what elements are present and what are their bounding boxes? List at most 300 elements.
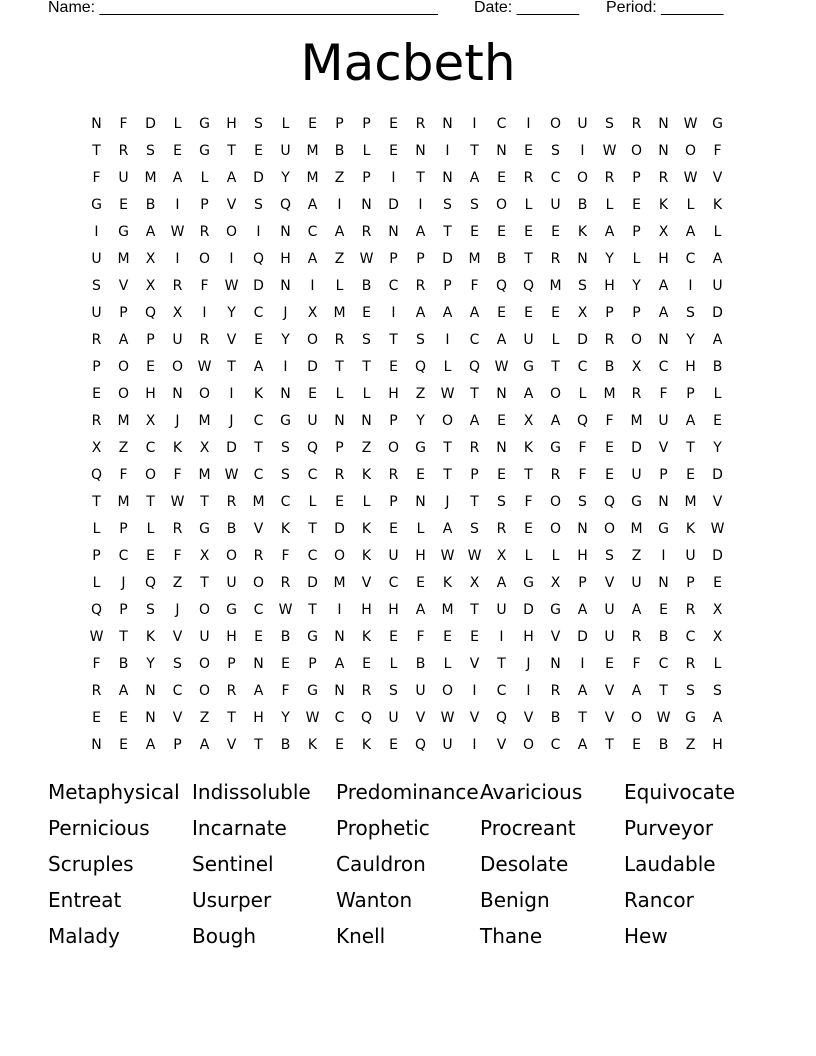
grid-letter: E xyxy=(281,656,290,672)
grid-letter: D xyxy=(577,629,588,645)
grid-letter: Z xyxy=(631,548,642,564)
grid-letter: U xyxy=(199,629,210,645)
grid-letter: M xyxy=(117,251,130,267)
grid-letter: W xyxy=(170,224,185,240)
grid-letter: I xyxy=(661,548,666,564)
grid-letter: A xyxy=(631,683,642,699)
grid-letter: E xyxy=(389,629,398,645)
grid-letter: P xyxy=(389,251,398,267)
grid-letter: R xyxy=(496,521,507,537)
grid-letter: S xyxy=(281,440,290,456)
grid-letter: O xyxy=(549,386,562,402)
grid-letter: E xyxy=(389,737,398,753)
grid-letter: I xyxy=(499,629,504,645)
grid-letter: C xyxy=(685,251,696,267)
grid-letter: N xyxy=(496,143,507,159)
grid-letter: S xyxy=(470,197,479,213)
grid-letter: W xyxy=(89,629,104,645)
grid-row xyxy=(83,600,731,627)
grid-letter: R xyxy=(685,656,696,672)
grid-letter: N xyxy=(145,683,156,699)
grid-letter: M xyxy=(117,494,130,510)
word-list-row xyxy=(48,886,788,922)
grid-letter: S xyxy=(281,467,290,483)
grid-letter: H xyxy=(577,548,588,564)
grid-letter: N xyxy=(577,251,588,267)
grid-letter: P xyxy=(632,170,641,186)
grid-letter: U xyxy=(604,602,615,618)
grid-letter: P xyxy=(200,197,209,213)
grid-letter: F xyxy=(200,278,209,294)
grid-letter: G xyxy=(280,413,291,429)
grid-letter: T xyxy=(146,494,155,510)
grid-letter: Q xyxy=(468,359,481,375)
grid-letter: P xyxy=(362,170,371,186)
grid-letter: Y xyxy=(281,710,290,726)
grid-letter: T xyxy=(497,656,506,672)
grid-letter: Z xyxy=(685,737,696,753)
grid-letter: A xyxy=(604,224,615,240)
grid-letter: I xyxy=(391,170,396,186)
grid-letter: F xyxy=(92,170,101,186)
grid-letter: U xyxy=(388,548,399,564)
grid-letter: R xyxy=(334,332,345,348)
grid-letter: E xyxy=(254,629,263,645)
grid-letter: B xyxy=(334,143,345,159)
grid-letter: B xyxy=(712,359,723,375)
grid-letter: F xyxy=(281,548,290,564)
grid-letter: H xyxy=(145,386,156,402)
grid-letter: D xyxy=(442,251,453,267)
grid-letter: W xyxy=(494,359,509,375)
grid-letter: U xyxy=(712,278,723,294)
grid-letter: L xyxy=(146,521,155,537)
grid-letter: K xyxy=(712,197,723,213)
word-list-item: Bough xyxy=(192,924,257,948)
grid-row xyxy=(83,303,731,330)
grid-letter: K xyxy=(658,197,669,213)
grid-letter: O xyxy=(630,332,643,348)
grid-row xyxy=(83,330,731,357)
grid-letter: E xyxy=(362,656,371,672)
grid-letter: N xyxy=(388,224,399,240)
grid-letter: G xyxy=(91,197,102,213)
grid-letter: N xyxy=(496,386,507,402)
grid-letter: F xyxy=(524,494,533,510)
grid-letter: R xyxy=(631,629,642,645)
grid-letter: U xyxy=(496,602,507,618)
grid-letter: Q xyxy=(495,710,508,726)
grid-letter: N xyxy=(91,116,102,132)
grid-letter: A xyxy=(469,170,480,186)
grid-letter: N xyxy=(415,494,426,510)
grid-letter: X xyxy=(631,359,642,375)
grid-letter: M xyxy=(306,143,319,159)
grid-letter: F xyxy=(281,683,290,699)
grid-letter: F xyxy=(416,629,425,645)
grid-letter: X xyxy=(91,440,102,456)
grid-letter: Z xyxy=(334,251,345,267)
grid-letter: Q xyxy=(360,710,373,726)
grid-letter: B xyxy=(658,737,669,753)
grid-letter: O xyxy=(252,575,265,591)
grid-letter: H xyxy=(226,116,237,132)
grid-letter: O xyxy=(117,359,130,375)
grid-row xyxy=(83,384,731,411)
grid-letter: F xyxy=(119,116,128,132)
grid-letter: T xyxy=(470,494,479,510)
word-list-item: Indissoluble xyxy=(192,780,311,804)
grid-letter: G xyxy=(199,143,210,159)
grid-letter: W xyxy=(440,386,455,402)
grid-letter: A xyxy=(631,602,642,618)
grid-letter: H xyxy=(712,737,723,753)
grid-letter: O xyxy=(630,710,643,726)
grid-letter: Q xyxy=(144,575,157,591)
grid-letter: S xyxy=(686,305,695,321)
grid-letter: T xyxy=(470,386,479,402)
grid-letter: I xyxy=(580,143,585,159)
grid-letter: S xyxy=(443,197,452,213)
grid-letter: C xyxy=(172,683,183,699)
grid-letter: E xyxy=(497,467,506,483)
grid-letter: G xyxy=(199,116,210,132)
grid-letter: E xyxy=(119,710,128,726)
grid-letter: G xyxy=(307,683,318,699)
grid-letter: N xyxy=(442,116,453,132)
grid-letter: O xyxy=(306,332,319,348)
grid-letter: R xyxy=(523,170,534,186)
grid-row xyxy=(83,222,731,249)
grid-letter: U xyxy=(550,197,561,213)
grid-letter: Q xyxy=(414,359,427,375)
grid-letter: V xyxy=(469,710,480,726)
grid-letter: I xyxy=(472,116,477,132)
grid-letter: S xyxy=(254,197,263,213)
grid-letter: U xyxy=(118,170,129,186)
grid-letter: I xyxy=(337,602,342,618)
grid-letter: E xyxy=(524,143,533,159)
grid-letter: K xyxy=(172,440,183,456)
grid-letter: D xyxy=(307,575,318,591)
grid-letter: Z xyxy=(199,710,210,726)
grid-letter: U xyxy=(685,548,696,564)
grid-letter: S xyxy=(389,683,398,699)
grid-row xyxy=(83,114,731,141)
grid-letter: L xyxy=(335,278,344,294)
word-list-item: Rancor xyxy=(624,888,694,912)
grid-letter: T xyxy=(308,602,317,618)
grid-letter: C xyxy=(118,548,129,564)
grid-letter: I xyxy=(418,197,423,213)
grid-letter: S xyxy=(686,683,695,699)
word-list-item: Metaphysical xyxy=(48,780,180,804)
grid-letter: A xyxy=(496,332,507,348)
grid-letter: A xyxy=(469,413,480,429)
grid-letter: F xyxy=(173,467,182,483)
grid-letter: T xyxy=(389,332,398,348)
grid-letter: K xyxy=(523,440,534,456)
grid-letter: R xyxy=(631,386,642,402)
grid-letter: F xyxy=(713,143,722,159)
grid-letter: H xyxy=(604,278,615,294)
grid-letter: S xyxy=(362,332,371,348)
grid-letter: Y xyxy=(146,656,155,672)
grid-letter: D xyxy=(253,278,264,294)
name-field: Name: ______________________________________ xyxy=(48,0,438,16)
grid-letter: S xyxy=(605,116,614,132)
grid-letter: E xyxy=(497,305,506,321)
grid-letter: N xyxy=(658,116,669,132)
period-field: Period: _______ xyxy=(606,0,724,16)
grid-letter: X xyxy=(307,305,318,321)
grid-letter: E xyxy=(605,656,614,672)
grid-letter: R xyxy=(226,683,237,699)
grid-letter: N xyxy=(658,575,669,591)
grid-letter: O xyxy=(549,116,562,132)
grid-letter: V xyxy=(496,737,507,753)
grid-letter: K xyxy=(361,467,372,483)
grid-letter: U xyxy=(415,683,426,699)
grid-letter: I xyxy=(472,683,477,699)
grid-letter: G xyxy=(307,629,318,645)
grid-letter: D xyxy=(145,116,156,132)
grid-letter: D xyxy=(253,170,264,186)
grid-letter: O xyxy=(603,521,616,537)
grid-letter: I xyxy=(391,305,396,321)
grid-letter: P xyxy=(686,575,695,591)
grid-letter: S xyxy=(416,332,425,348)
grid-letter: T xyxy=(200,494,209,510)
grid-letter: S xyxy=(173,656,182,672)
grid-letter: Q xyxy=(279,197,292,213)
grid-letter: J xyxy=(229,413,234,429)
grid-letter: P xyxy=(173,737,182,753)
word-list-item: Pernicious xyxy=(48,816,150,840)
grid-letter: A xyxy=(118,683,129,699)
grid-letter: H xyxy=(388,602,399,618)
grid-letter: H xyxy=(361,602,372,618)
grid-letter: C xyxy=(496,116,507,132)
word-list-item: Hew xyxy=(624,924,668,948)
grid-letter: R xyxy=(253,548,264,564)
grid-letter: P xyxy=(578,575,587,591)
grid-letter: P xyxy=(119,305,128,321)
word-list-row xyxy=(48,778,788,814)
grid-letter: A xyxy=(199,737,210,753)
grid-letter: R xyxy=(199,332,210,348)
grid-letter: V xyxy=(118,278,129,294)
grid-letter: E xyxy=(146,359,155,375)
grid-letter: G xyxy=(415,440,426,456)
grid-letter: O xyxy=(198,602,211,618)
grid-letter: N xyxy=(253,656,264,672)
grid-letter: R xyxy=(91,683,102,699)
grid-letter: W xyxy=(440,548,455,564)
grid-letter: L xyxy=(713,386,722,402)
grid-letter: B xyxy=(145,197,156,213)
grid-letter: F xyxy=(659,386,668,402)
grid-letter: W xyxy=(224,467,239,483)
grid-letter: O xyxy=(144,467,157,483)
grid-letter: N xyxy=(577,521,588,537)
grid-letter: N xyxy=(334,413,345,429)
grid-letter: U xyxy=(442,737,453,753)
grid-letter: R xyxy=(361,683,372,699)
grid-letter: V xyxy=(604,575,615,591)
grid-letter: K xyxy=(685,521,696,537)
grid-letter: M xyxy=(549,278,562,294)
grid-letter: N xyxy=(145,710,156,726)
grid-letter: C xyxy=(253,602,264,618)
grid-row xyxy=(83,735,731,762)
grid-letter: T xyxy=(362,359,371,375)
grid-letter: C xyxy=(658,359,669,375)
word-list-row xyxy=(48,814,788,850)
word-list-item: Knell xyxy=(336,924,386,948)
grid-letter: U xyxy=(631,575,642,591)
grid-letter: C xyxy=(550,170,561,186)
grid-letter: C xyxy=(307,224,318,240)
grid-letter: E xyxy=(119,197,128,213)
grid-letter: O xyxy=(225,548,238,564)
grid-letter: T xyxy=(227,359,236,375)
grid-letter: F xyxy=(632,656,641,672)
grid-letter: F xyxy=(119,467,128,483)
grid-letter: R xyxy=(118,143,129,159)
grid-letter: O xyxy=(198,251,211,267)
grid-letter: B xyxy=(550,710,561,726)
grid-letter: D xyxy=(226,440,237,456)
grid-letter: T xyxy=(524,251,533,267)
grid-letter: S xyxy=(92,278,101,294)
grid-letter: A xyxy=(523,386,534,402)
grid-letter: B xyxy=(118,656,129,672)
grid-letter: K xyxy=(577,224,588,240)
grid-letter: E xyxy=(524,224,533,240)
grid-letter: L xyxy=(173,116,182,132)
word-list-item: Desolate xyxy=(480,852,569,876)
grid-letter: L xyxy=(443,656,452,672)
grid-letter: R xyxy=(199,224,210,240)
grid-letter: C xyxy=(145,440,156,456)
grid-letter: U xyxy=(658,413,669,429)
grid-letter: S xyxy=(497,494,506,510)
grid-letter: A xyxy=(415,305,426,321)
word-search-grid xyxy=(83,114,731,762)
grid-letter: X xyxy=(199,440,210,456)
grid-row xyxy=(83,627,731,654)
grid-letter: M xyxy=(333,305,346,321)
grid-letter: L xyxy=(443,359,452,375)
grid-letter: D xyxy=(712,467,723,483)
word-list-item: Usurper xyxy=(192,888,272,912)
grid-letter: C xyxy=(496,683,507,699)
grid-letter: T xyxy=(254,440,263,456)
grid-letter: I xyxy=(526,116,531,132)
grid-letter: T xyxy=(443,224,452,240)
grid-letter: G xyxy=(523,575,534,591)
grid-letter: C xyxy=(577,359,588,375)
grid-letter: G xyxy=(226,602,237,618)
grid-letter: U xyxy=(307,413,318,429)
grid-letter: I xyxy=(445,332,450,348)
grid-letter: E xyxy=(443,629,452,645)
grid-letter: P xyxy=(659,467,668,483)
grid-row xyxy=(83,411,731,438)
grid-letter: U xyxy=(226,575,237,591)
grid-letter: P xyxy=(605,305,614,321)
grid-letter: Q xyxy=(90,602,103,618)
grid-letter: P xyxy=(389,413,398,429)
grid-letter: V xyxy=(415,710,426,726)
grid-letter: R xyxy=(172,521,183,537)
grid-letter: C xyxy=(307,548,318,564)
grid-letter: U xyxy=(280,143,291,159)
grid-letter: Y xyxy=(686,332,695,348)
grid-letter: U xyxy=(91,305,102,321)
grid-letter: B xyxy=(280,629,291,645)
grid-letter: E xyxy=(335,737,344,753)
grid-letter: A xyxy=(334,656,345,672)
grid-row xyxy=(83,438,731,465)
grid-letter: F xyxy=(578,440,587,456)
grid-letter: L xyxy=(92,521,101,537)
grid-letter: K xyxy=(361,629,372,645)
grid-letter: P xyxy=(443,278,452,294)
grid-letter: L xyxy=(308,494,317,510)
grid-letter: C xyxy=(280,494,291,510)
grid-letter: N xyxy=(334,629,345,645)
grid-letter: N xyxy=(280,386,291,402)
grid-letter: P xyxy=(335,440,344,456)
grid-letter: I xyxy=(94,224,99,240)
grid-letter: R xyxy=(604,332,615,348)
grid-letter: C xyxy=(469,332,480,348)
grid-letter: B xyxy=(415,656,426,672)
grid-letter: M xyxy=(306,170,319,186)
grid-letter: N xyxy=(442,170,453,186)
grid-letter: M xyxy=(630,413,643,429)
grid-letter: K xyxy=(280,521,291,537)
grid-letter: A xyxy=(685,224,696,240)
grid-letter: M xyxy=(198,467,211,483)
grid-letter: V xyxy=(253,521,264,537)
grid-letter: E xyxy=(686,467,695,483)
grid-letter: W xyxy=(602,143,617,159)
grid-letter: L xyxy=(281,116,290,132)
grid-letter: B xyxy=(280,737,291,753)
grid-letter: E xyxy=(524,305,533,321)
grid-letter: P xyxy=(92,359,101,375)
grid-letter: E xyxy=(389,359,398,375)
grid-letter: T xyxy=(254,737,263,753)
grid-letter: Z xyxy=(415,386,426,402)
grid-letter: I xyxy=(229,386,234,402)
grid-letter: C xyxy=(550,737,561,753)
grid-letter: D xyxy=(712,305,723,321)
grid-letter: K xyxy=(145,629,156,645)
grid-letter: R xyxy=(415,278,426,294)
grid-letter: H xyxy=(415,548,426,564)
grid-letter: B xyxy=(226,521,237,537)
grid-letter: T xyxy=(92,143,101,159)
grid-letter: M xyxy=(144,170,157,186)
grid-letter: T xyxy=(524,467,533,483)
grid-letter: O xyxy=(549,521,562,537)
grid-row xyxy=(83,681,731,708)
grid-letter: V xyxy=(604,710,615,726)
